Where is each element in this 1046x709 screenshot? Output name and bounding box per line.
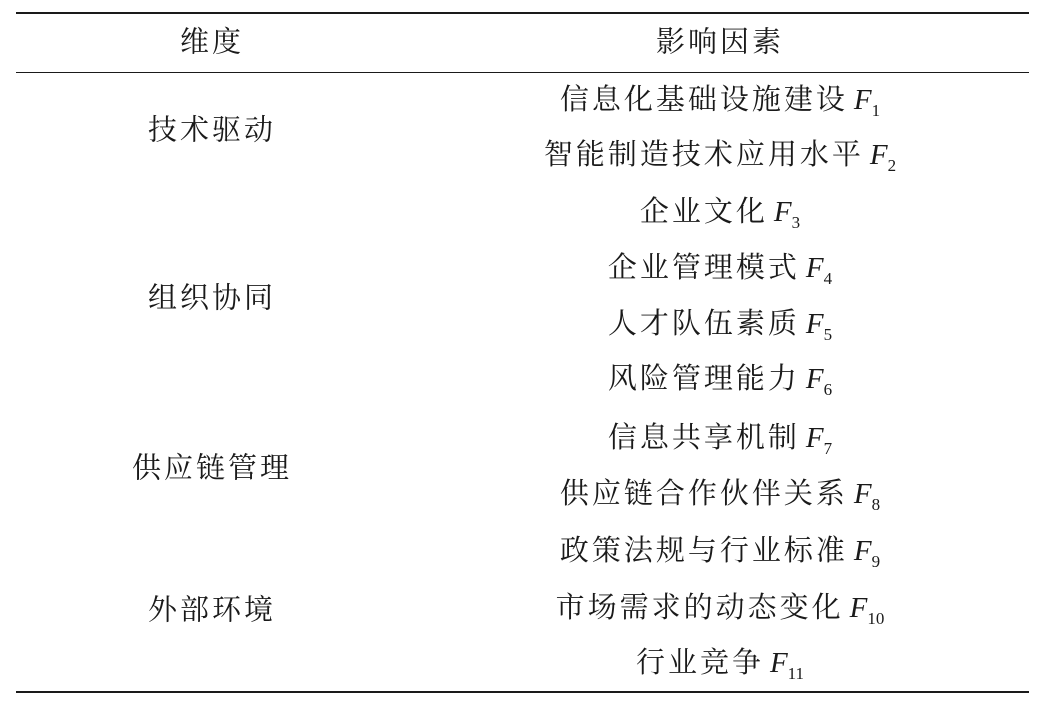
factor-cell <box>559 476 881 514</box>
factor-variable: F <box>805 308 824 340</box>
factor-name: 智能制造技术应用水平 <box>543 137 864 171</box>
factor-cell <box>639 194 801 232</box>
factor-index: 8 <box>871 495 881 514</box>
dimension-cell: 组织协同 <box>147 280 277 315</box>
factor-index: 11 <box>787 664 805 683</box>
factor-index: 10 <box>867 609 885 628</box>
factor-variable: F <box>769 647 788 679</box>
factor-cell <box>607 306 833 344</box>
factor-index: 9 <box>871 552 881 571</box>
factor-cell <box>635 645 805 683</box>
factor-name: 政策法规与行业标准 <box>559 533 848 567</box>
header-dimension: 维度 <box>179 24 245 59</box>
factor-name: 市场需求的动态变化 <box>555 590 844 624</box>
factor-variable: F <box>773 196 792 228</box>
table-bottom-rule <box>16 691 1029 693</box>
factor-index: 5 <box>823 325 833 344</box>
factor-name: 信息化基础设施建设 <box>559 82 848 116</box>
factor-name: 风险管理能力 <box>607 361 800 395</box>
factor-name: 人才队伍素质 <box>607 306 800 340</box>
header-factor: 影响因素 <box>655 24 785 59</box>
factor-cell <box>607 420 833 458</box>
factor-name: 供应链合作伙伴关系 <box>559 476 848 510</box>
factor-cell <box>559 82 881 120</box>
factor-cell <box>555 590 885 628</box>
factor-variable: F <box>849 592 868 624</box>
factor-variable: F <box>853 84 872 116</box>
factor-cell <box>607 361 833 399</box>
factor-index: 6 <box>823 380 833 399</box>
factor-name: 企业管理模式 <box>607 250 800 284</box>
factor-cell <box>607 250 833 288</box>
dimension-cell: 供应链管理 <box>131 450 293 485</box>
factor-variable: F <box>805 363 824 395</box>
factor-variable: F <box>805 252 824 284</box>
table-top-rule <box>16 12 1029 14</box>
factor-cell <box>559 533 881 571</box>
factor-name: 行业竞争 <box>635 645 764 679</box>
factor-variable: F <box>869 139 888 171</box>
factor-name: 信息共享机制 <box>607 420 800 454</box>
dimension-cell: 技术驱动 <box>147 112 277 147</box>
factor-index: 2 <box>887 156 897 175</box>
factor-index: 4 <box>823 269 833 288</box>
factor-index: 1 <box>871 101 881 120</box>
factor-name: 企业文化 <box>639 194 768 228</box>
factor-index: 7 <box>823 439 833 458</box>
table-header-rule <box>16 72 1029 73</box>
factor-variable: F <box>853 478 872 510</box>
factor-variable: F <box>853 535 872 567</box>
factor-index: 3 <box>791 213 801 232</box>
factor-cell <box>543 137 897 175</box>
factor-variable: F <box>805 422 824 454</box>
dimension-cell: 外部环境 <box>147 592 277 627</box>
